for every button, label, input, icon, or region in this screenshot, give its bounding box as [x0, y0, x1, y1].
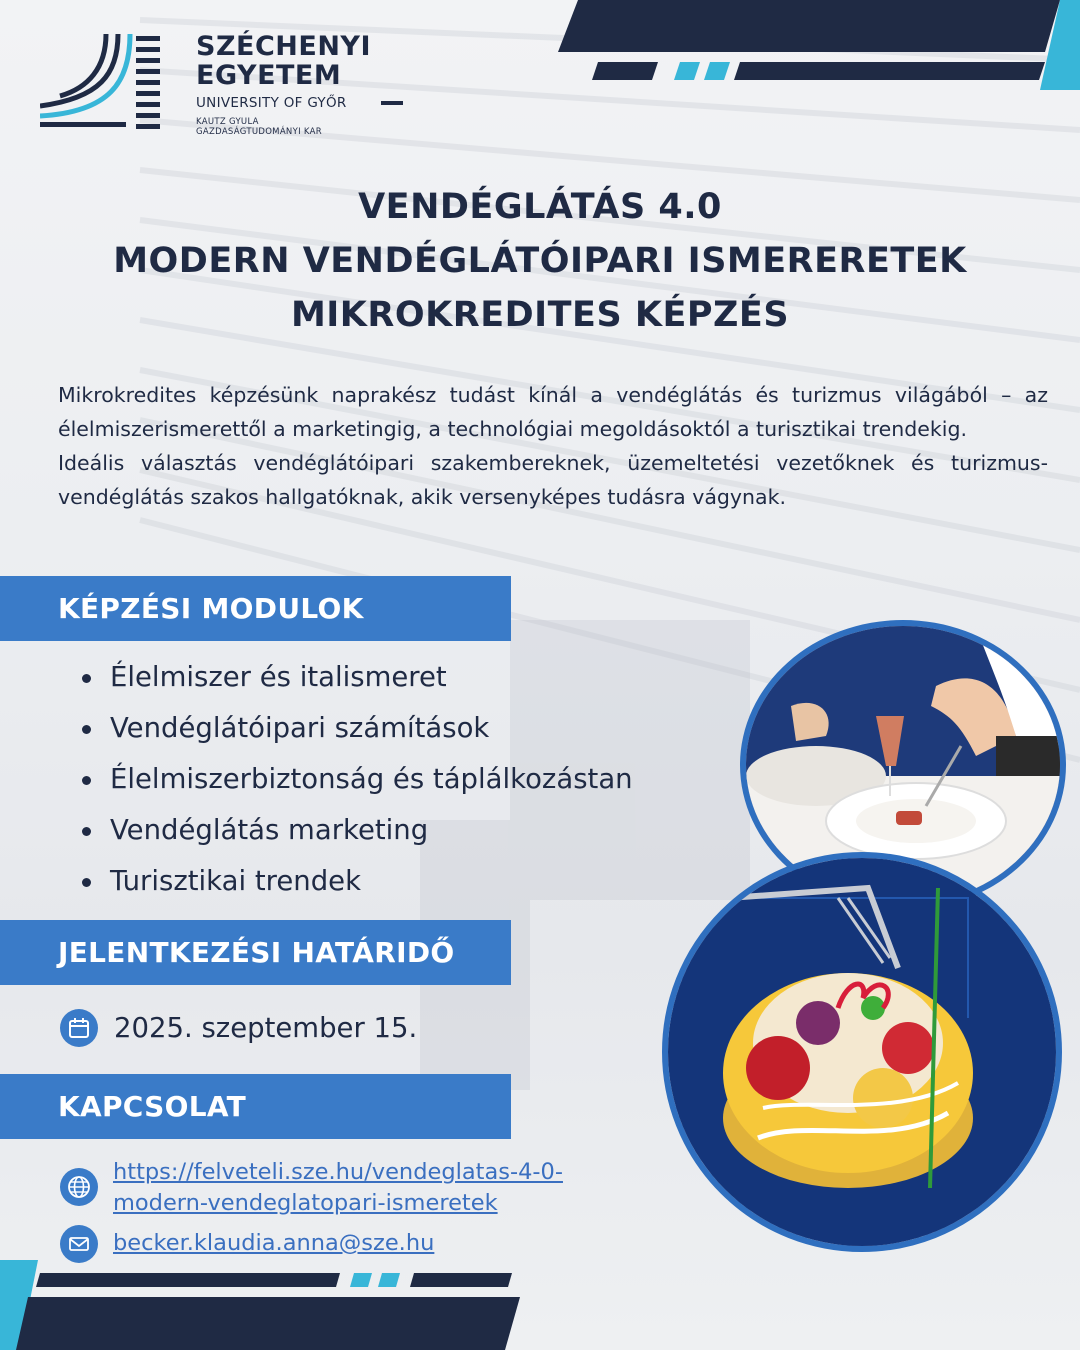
- contact-url-line2: modern-vendeglatopari-ismeretek: [113, 1190, 498, 1216]
- logo-bar: [381, 101, 403, 105]
- title-line3: MIKROKREDITES KÉPZÉS: [290, 295, 790, 335]
- title-line1: VENDÉGLÁTÁS 4.0: [358, 187, 722, 227]
- title-line2: MODERN VENDÉGLÁTÓIPARI ISMERERETEK: [113, 241, 967, 281]
- logo-name-line2: EGYETEM: [196, 60, 342, 91]
- module-item: Vendéglátóipari számítások: [80, 703, 633, 754]
- contact-url-line1: https://felveteli.sze.hu/vendeglatas-4-0-: [113, 1159, 563, 1185]
- university-logo-icon: [40, 34, 162, 134]
- module-item: Élelmiszerbiztonság és táplálkozástan: [80, 754, 633, 805]
- intro-paragraph-1: Mikrokredites képzésünk naprakész tudást kínál a vendéglátás és turizmus világából – az élelmiszerismerettől a marketingig, a technológiai megoldásoktól a turisztikai trendekig.: [58, 383, 1048, 441]
- modules-list: [80, 652, 633, 907]
- contact-email-link[interactable]: becker.klaudia.anna@sze.hu: [113, 1230, 435, 1256]
- intro-paragraph-2: Ideális választás vendéglátóipari szakembereknek, üzemeltetési vezetőknek és turizmus-vendéglátás szakos hallgatóknak, akik versenyképes tudásra vágynak.: [58, 451, 1048, 509]
- modules-heading: KÉPZÉSI MODULOK: [0, 576, 511, 641]
- envelope-icon: [60, 1225, 98, 1263]
- deadline-heading: JELENTKEZÉSI HATÁRIDŐ: [0, 920, 511, 985]
- logo-faculty-line2: GAZDASÁGTUDOMÁNYI KAR: [196, 127, 322, 137]
- module-item: Vendéglátás marketing: [80, 805, 633, 856]
- logo-faculty-line1: KAUTZ GYULA: [196, 117, 259, 127]
- module-item: Élelmiszer és italismeret: [80, 652, 633, 703]
- contact-website-link[interactable]: [113, 1157, 613, 1219]
- deadline-date: 2025. szeptember 15.: [114, 1012, 418, 1044]
- dish-photo: [662, 852, 1062, 1252]
- logo-name-line1: SZÉCHENYI: [196, 31, 372, 62]
- bottom-decoration: [0, 1255, 540, 1350]
- contact-heading: KAPCSOLAT: [0, 1074, 511, 1139]
- logo-university-text: UNIVERSITY OF GYŐR: [196, 95, 347, 111]
- top-decoration: [540, 0, 1080, 100]
- logo-text: [196, 32, 403, 137]
- calendar-icon: [60, 1009, 98, 1047]
- logo-university: [196, 95, 403, 111]
- module-item: Turisztikai trendek: [80, 856, 633, 907]
- page-title: [0, 180, 1080, 342]
- globe-icon: [60, 1168, 98, 1206]
- intro-text: [58, 378, 1048, 514]
